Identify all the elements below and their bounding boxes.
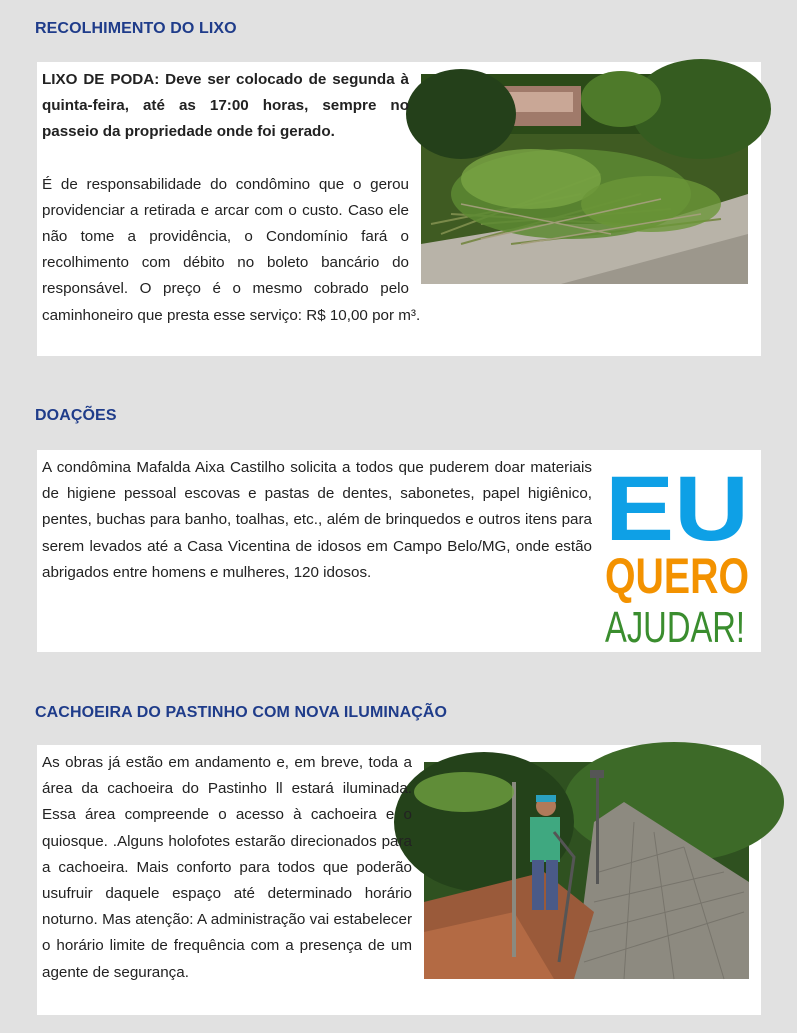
- eu-quero-ajudar-graphic: [603, 460, 751, 650]
- graphic-line-eu: EU: [605, 458, 749, 560]
- section-title-cachoeira: CACHOEIRA DO PASTINHO COM NOVA ILUMINAÇÃO: [35, 704, 448, 721]
- card-doacoes: [37, 450, 761, 652]
- recolhimento-bold-notice: LIXO DE PODA: Deve ser colocado de segunda à quinta-feira, até as 17:00 horas, sempre no passeio da propriedade onde foi gerado.: [42, 71, 409, 141]
- doacoes-paragraph: A condômina Mafalda Aixa Castilho solicita a todos que puderem doar materiais de higiene pessoal escovas e pastas de dentes, sabonetes, papel higiênico, pentes, buchas para banho, toalhas, etc., além de brinquedos e outros itens para serem levados até a Casa Vicentina de idosos em Campo Belo/MG, onde estão abrigados entre homens e mulheres, 120 idosos.: [42, 459, 592, 581]
- photo-pruning-waste: [421, 74, 748, 284]
- section-title-recolhimento: RECOLHIMENTO DO LIXO: [35, 20, 237, 37]
- card-recolhimento: [37, 62, 761, 356]
- section-title-doacoes: DOAÇÕES: [35, 407, 117, 424]
- graphic-line-ajudar: AJUDAR!: [605, 603, 745, 652]
- card-cachoeira: [37, 745, 761, 1015]
- cachoeira-paragraph: As obras já estão em andamento e, em breve, toda a área da cachoeira do Pastinho ll estará iluminada. Essa área compreende o acesso à cachoeira e o quiosque. .Alguns holofotes estarão direcionados para a cachoeira. Mais conforto para todos que poderão usufruir daquele espaço até determinado horário noturno. Mas atenção: A administração vai estabelecer o horário limite de frequência com a presença de um agente de segurança.: [42, 754, 412, 981]
- photo-worker-path: [424, 762, 749, 979]
- recolhimento-paragraph: É de responsabilidade do condômino que o gerou providenciar a retirada e arcar com o custo. Caso ele não tome a providência, o Condomínio fará o recolhimento com débito no boleto bancário do responsável. O preço é o mesmo cobrado pelo caminhoneiro que presta esse serviço: R$ 10,00 por m³.: [42, 175, 421, 324]
- graphic-line-quero: QUERO: [605, 548, 749, 604]
